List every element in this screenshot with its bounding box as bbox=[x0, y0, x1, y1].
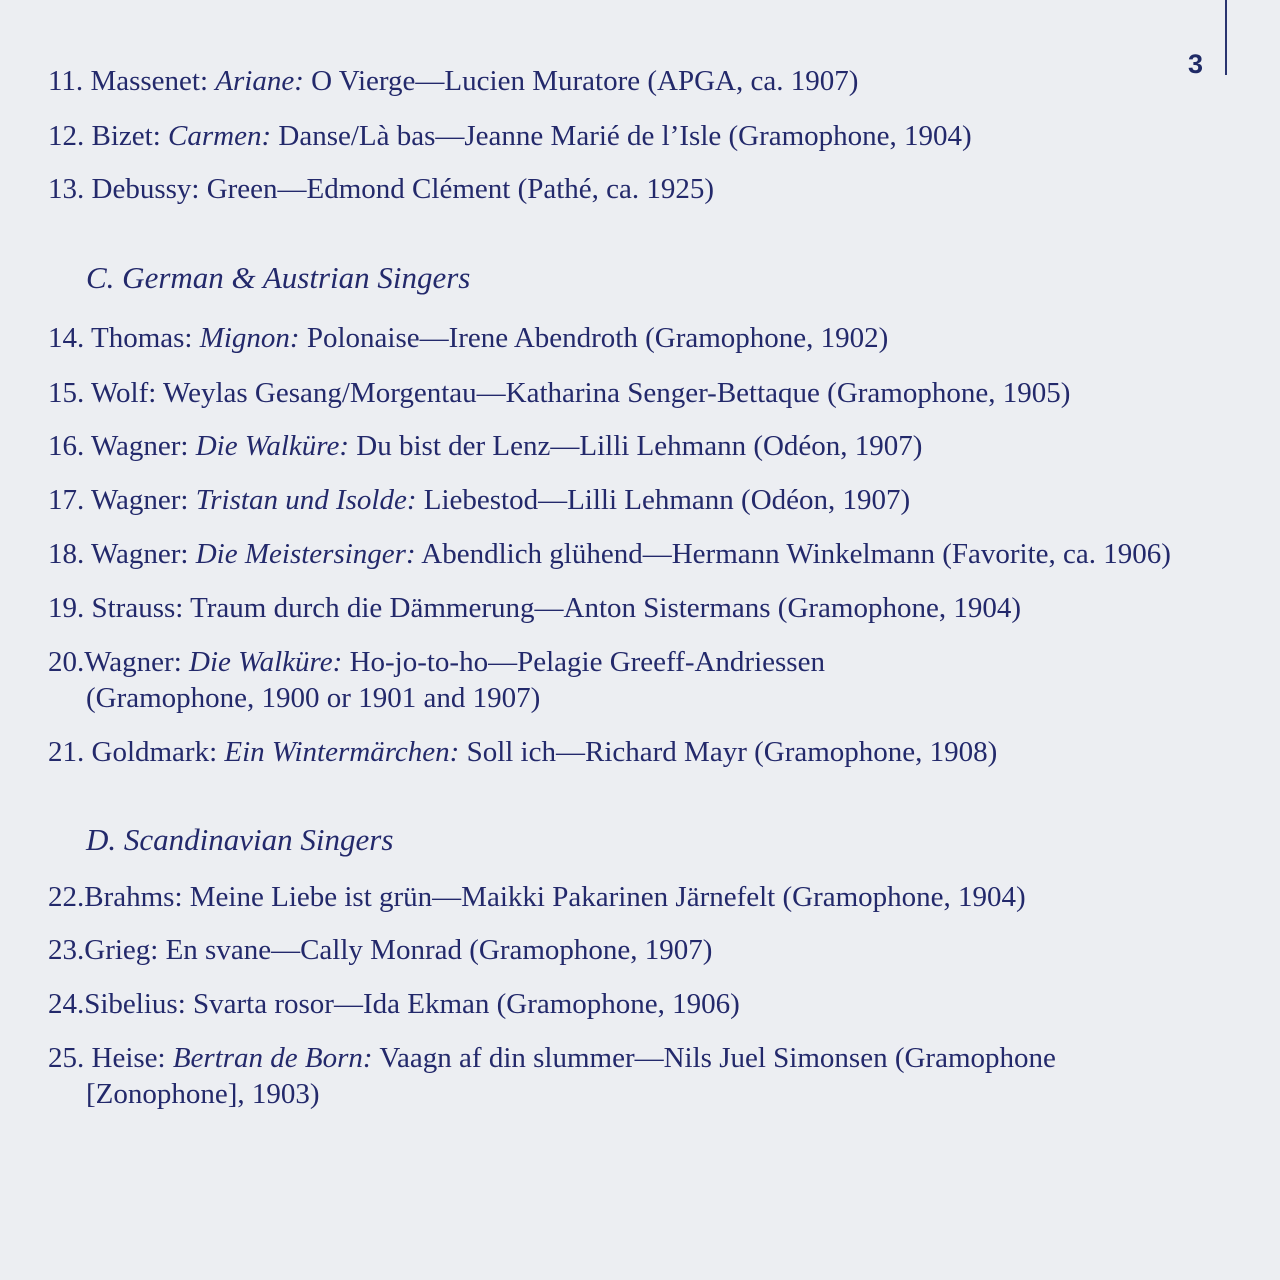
item-text: Wagner: bbox=[84, 538, 196, 570]
list-item bbox=[48, 644, 825, 680]
list-item-continuation: (Gramophone, 1900 or 1901 and 1907) bbox=[86, 682, 541, 714]
item-text: Wagner: bbox=[84, 646, 190, 678]
section-heading-scandinavian: D. Scandinavian Singers bbox=[86, 822, 394, 857]
item-text: Brahms: Meine Liebe ist grün—Maikki Pakarinen Järnefelt (Gramophone, 1904) bbox=[84, 881, 1026, 913]
list-item bbox=[48, 482, 910, 518]
list-item bbox=[48, 932, 712, 968]
list-item bbox=[48, 171, 714, 207]
list-item bbox=[48, 734, 997, 770]
item-text: Strauss: Traum durch die Dämmerung—Anton Sistermans (Gramophone, 1904) bbox=[84, 592, 1022, 624]
item-text: Vaagn af din slummer—Nils Juel Simonsen (Gramophone bbox=[372, 1042, 1056, 1074]
section-heading-german-austrian: C. German & Austrian Singers bbox=[86, 260, 471, 295]
item-text: Ho-jo-to-ho—Pelagie Greeff-Andriessen bbox=[342, 646, 825, 678]
item-number: 14. bbox=[48, 322, 85, 354]
list-item-continuation: [Zonophone], 1903) bbox=[86, 1078, 320, 1110]
item-work-title: Tristan und Isolde: bbox=[195, 484, 417, 516]
item-work-title: Die Meistersinger: bbox=[195, 538, 416, 570]
item-number: 20. bbox=[48, 646, 85, 678]
list-item bbox=[48, 536, 1171, 572]
item-work-title: Die Walküre: bbox=[189, 646, 343, 678]
list-item bbox=[48, 1040, 1056, 1076]
list-item bbox=[48, 879, 1026, 915]
item-text: Debussy: Green—Edmond Clément (Pathé, ca. 1925) bbox=[84, 173, 715, 205]
item-number: 23. bbox=[48, 934, 85, 966]
item-work-title: Die Walküre: bbox=[195, 430, 350, 462]
item-work-title: Carmen: bbox=[168, 120, 272, 152]
item-text: Bizet: bbox=[84, 120, 169, 152]
item-number: 18. bbox=[48, 538, 85, 570]
list-item bbox=[48, 375, 1070, 411]
item-number: 17. bbox=[48, 484, 85, 516]
item-number: 19. bbox=[48, 592, 85, 624]
item-text: Soll ich—Richard Mayr (Gramophone, 1908) bbox=[459, 736, 998, 768]
item-text: Wolf: Weylas Gesang/Morgentau—Katharina Senger-Bettaque (Gramophone, 1905) bbox=[84, 377, 1071, 409]
item-number: 12. bbox=[48, 120, 85, 152]
item-number: 13. bbox=[48, 173, 85, 205]
list-item bbox=[48, 590, 1021, 626]
list-item bbox=[48, 320, 888, 356]
item-number: 25. bbox=[48, 1042, 85, 1074]
item-number: 22. bbox=[48, 881, 85, 913]
item-number: 21. bbox=[48, 736, 85, 768]
margin-rule bbox=[1225, 0, 1227, 75]
item-text: Polonaise—Irene Abendroth (Gramophone, 1902) bbox=[299, 322, 889, 354]
item-text: Du bist der Lenz—Lilli Lehmann (Odéon, 1907) bbox=[349, 430, 923, 462]
item-text: Sibelius: Svarta rosor—Ida Ekman (Gramophone, 1906) bbox=[84, 988, 740, 1020]
item-text: Liebestod—Lilli Lehmann (Odéon, 1907) bbox=[416, 484, 911, 516]
item-text: Massenet: bbox=[83, 65, 216, 97]
item-text: Abendlich glühend—Hermann Winkelmann (Favorite, ca. 1906) bbox=[415, 538, 1171, 570]
list-item bbox=[48, 118, 972, 154]
item-number: 16. bbox=[48, 430, 85, 462]
item-text: Wagner: bbox=[84, 430, 196, 462]
page-number: 3 bbox=[1188, 49, 1204, 79]
item-text: Goldmark: bbox=[84, 736, 225, 768]
item-number: 24. bbox=[48, 988, 85, 1020]
item-number: 11. bbox=[48, 65, 84, 97]
item-text: Heise: bbox=[84, 1042, 173, 1074]
item-work-title: Mignon: bbox=[199, 322, 300, 354]
item-text: Thomas: bbox=[84, 322, 200, 354]
item-work-title: Bertran de Born: bbox=[172, 1042, 373, 1074]
item-text: Grieg: En svane—Cally Monrad (Gramophone, 1907) bbox=[84, 934, 713, 966]
item-text: O Vierge—Lucien Muratore (APGA, ca. 1907) bbox=[303, 65, 859, 97]
item-text: Danse/Là bas—Jeanne Marié de l’Isle (Gramophone, 1904) bbox=[271, 120, 972, 152]
list-item bbox=[48, 986, 740, 1022]
item-work-title: Ein Wintermärchen: bbox=[224, 736, 460, 768]
list-item bbox=[48, 63, 858, 99]
item-number: 15. bbox=[48, 377, 85, 409]
item-work-title: Ariane: bbox=[215, 65, 304, 97]
list-item bbox=[48, 428, 922, 464]
item-text: Wagner: bbox=[84, 484, 196, 516]
